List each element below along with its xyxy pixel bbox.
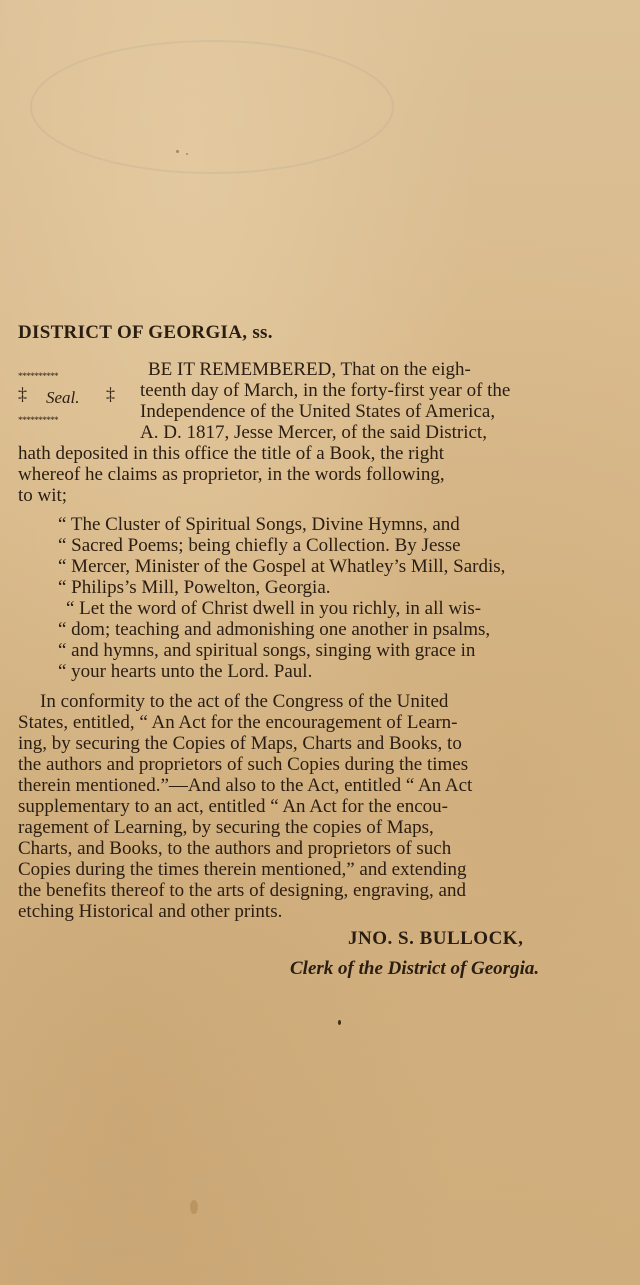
remembered-line-6: whereof he claims as proprietor, in the words following, [18, 464, 445, 485]
remembered-line-7: to wit; [18, 485, 68, 506]
conformity-line-2: States, entitled, “ An Act for the encouragement of Learn- [18, 712, 458, 733]
quote-line-8: “ your hearts unto the Lord. Paul. [58, 661, 313, 682]
seal-emblem [18, 372, 118, 428]
clerk-title: Clerk of the District of Georgia. [290, 958, 540, 979]
ink-speck [176, 150, 179, 153]
conformity-line-10: the benefits thereof to the arts of designing, engraving, and [18, 880, 466, 901]
conformity-line-6: supplementary to an act, entitled “ An Act for the encou- [18, 796, 448, 817]
seal-label: Seal. [46, 388, 80, 407]
conformity-line-4: the authors and proprietors of such Copies during the times [18, 754, 469, 775]
faint-stamp-impression [30, 40, 394, 174]
seal-border-top: ********** [18, 371, 58, 381]
conformity-line-9: Copies during the times therein mentioned,” and extending [18, 859, 467, 880]
quote-line-7: “ and hymns, and spiritual songs, singing with grace in [58, 640, 476, 661]
conformity-line-1: In conformity to the act of the Congress of the United [40, 691, 449, 712]
remembered-line-1: BE IT REMEMBERED, That on the eigh- [148, 359, 471, 380]
quote-line-2: “ Sacred Poems; being chiefly a Collection. By Jesse [58, 535, 461, 556]
quote-line-1: “ The Cluster of Spiritual Songs, Divine Hymns, and [58, 514, 460, 535]
quote-line-5: “ Let the word of Christ dwell in you richly, in all wis- [66, 598, 482, 619]
paper-stain [190, 1200, 198, 1214]
seal-border-right: ‡ [106, 384, 115, 404]
ink-speck [186, 153, 188, 155]
remembered-line-5: hath deposited in this office the title of a Book, the right [18, 443, 445, 464]
remembered-line-2: teenth day of March, in the forty-first year of the [140, 380, 511, 401]
clerk-name: JNO. S. BULLOCK, [348, 928, 524, 949]
conformity-line-8: Charts, and Books, to the authors and proprietors of such [18, 838, 452, 859]
remembered-line-4: A. D. 1817, Jesse Mercer, of the said District, [140, 422, 487, 443]
district-heading: DISTRICT OF GEORGIA, ss. [18, 322, 273, 343]
quote-line-6: “ dom; teaching and admonishing one another in psalms, [58, 619, 491, 640]
quote-line-4: “ Philips’s Mill, Powelton, Georgia. [58, 577, 331, 598]
conformity-line-5: therein mentioned.”—And also to the Act, entitled “ An Act [18, 775, 473, 796]
remembered-line-3: Independence of the United States of America, [140, 401, 496, 422]
conformity-line-7: ragement of Learning, by securing the copies of Maps, [18, 817, 434, 838]
conformity-line-11: etching Historical and other prints. [18, 901, 283, 922]
quote-line-3: “ Mercer, Minister of the Gospel at Whatley’s Mill, Sardis, [58, 556, 506, 577]
seal-border-bottom: ********** [18, 415, 58, 425]
ink-speck [338, 1020, 341, 1025]
conformity-line-3: ing, by securing the Copies of Maps, Charts and Books, to [18, 733, 462, 754]
seal-border-left: ‡ [18, 384, 27, 404]
